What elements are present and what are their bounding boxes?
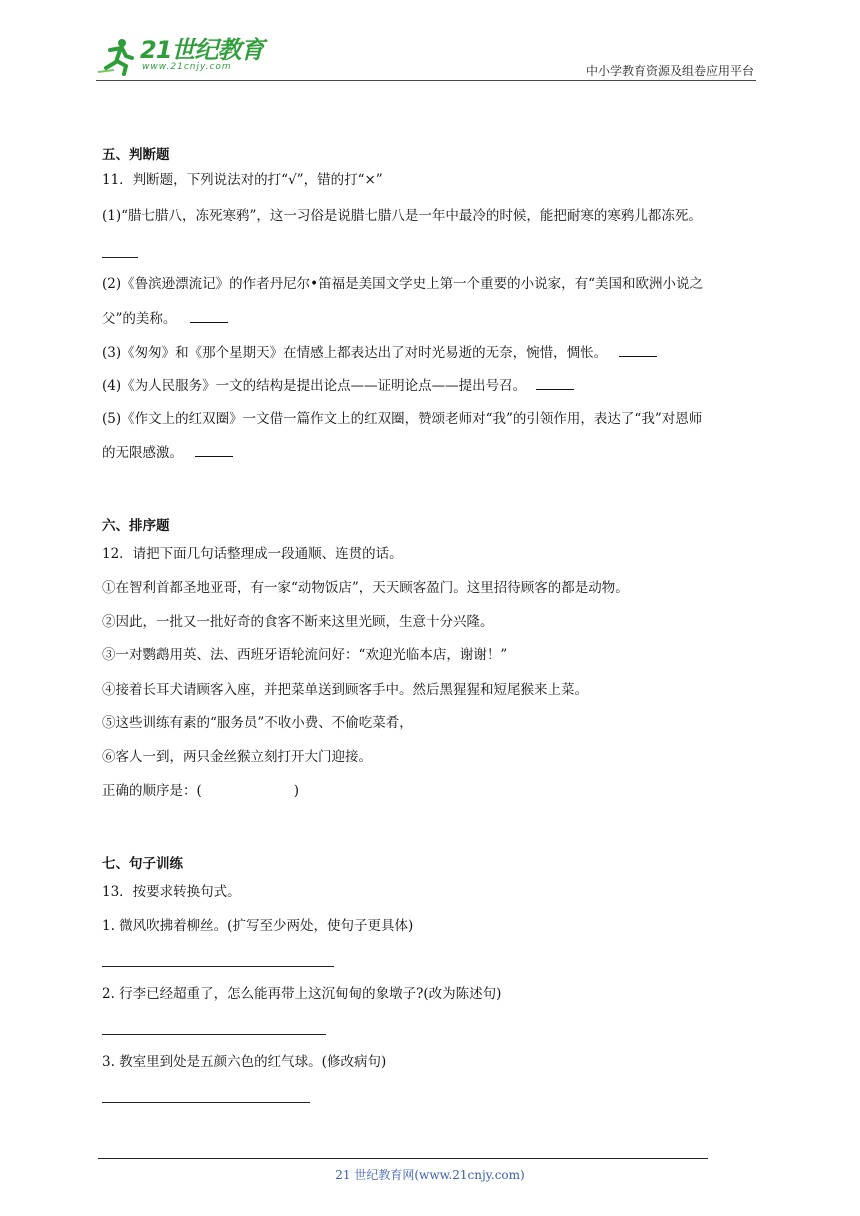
logo-url: www.21cnjy.com [142,62,232,72]
task-3-answer-line[interactable] [102,1102,310,1103]
judge-item-3 [102,342,657,363]
footer-link[interactable]: 21 世纪教育网(www.21cnjy.com) [335,1168,525,1182]
judge-item-5-blank[interactable] [195,442,233,457]
site-logo[interactable] [96,36,266,76]
task-1-answer-line[interactable] [102,966,334,967]
order-answer [102,781,299,801]
page-header [0,0,860,90]
judge-item-5-line-1: (5)《作文上的红双圈》一文借一篇作文上的红双圈，赞颂老师对“我”的引领作用，表达了“我”对恩师 [102,411,703,427]
judge-item-4-blank[interactable] [536,375,574,390]
judge-item-3-text: (3)《匆匆》和《那个星期天》在情感上都表达出了对时光易逝的无奈，惋惜，惆怅。 [102,345,608,361]
judge-item-4-text: (4)《为人民服务》一文的结构是提出论点——证明论点——提出号召。 [102,378,527,394]
order-answer-prefix: 正确的顺序是：( [102,783,202,799]
judge-item-1: (1)“腊七腊八，冻死寒鸦”，这一习俗是说腊七腊八是一年中最冷的时候，能把耐寒的寒鸦儿都冻死。 [102,208,702,224]
judge-item-2-line-2 [102,308,228,329]
section-5-title: 五、判断题 [102,147,170,163]
task-2-answer-line[interactable] [102,1034,326,1035]
judge-item-5-text: 的无限感激。 [102,445,183,461]
footer-divider [98,1158,708,1159]
header-divider [96,80,756,81]
section-7-title: 七、句子训练 [102,856,183,872]
judge-item-4 [102,375,574,396]
sentence-3: ③一对鹦鹉用英、法、西班牙语轮流问好：“欢迎光临本店，谢谢！” [102,647,508,663]
section-6-title: 六、排序题 [102,518,170,534]
judge-item-2-line-1: (2)《鲁滨逊漂流记》的作者丹尼尔•笛福是美国文学史上第一个重要的小说家，有“美国和欧洲小说之 [102,276,703,292]
judge-item-2-blank[interactable] [190,308,228,323]
judge-item-5-line-2 [102,442,233,463]
task-3: 3. 教室里到处是五颜六色的红气球。(修改病句) [102,1054,387,1070]
sentence-2: ②因此，一批又一批好奇的食客不断来这里光顾，生意十分兴隆。 [102,614,494,630]
sentence-1: ①在智利首都圣地亚哥，有一家“动物饭店”，天天顾客盈门。这里招待顾客的都是动物。 [102,580,629,596]
sentence-4: ④接着长耳犬请顾客入座，并把菜单送到顾客手中。然后黑猩猩和短尾猴来上菜。 [102,682,588,698]
runner-logo-icon [96,36,136,76]
task-2: 2. 行李已经超重了，怎么能再带上这沉甸甸的象墩子?(改为陈述句) [102,986,502,1002]
task-1: 1. 微风吹拂着柳丝。(扩写至少两处，使句子更具体) [102,918,414,934]
platform-title: 中小学教育资源及组卷应用平台 [585,64,754,78]
judge-item-3-blank[interactable] [619,342,657,357]
question-12: 12．请把下面几句话整理成一段通顺、连贯的话。 [102,546,403,562]
order-answer-suffix: ) [293,783,300,799]
sentence-5: ⑤这些训练有素的“服务员”不收小费、不偷吃菜肴， [102,715,413,731]
judge-item-2-text: 父”的美称。 [102,311,177,327]
question-13: 13．按要求转换句式。 [102,884,241,900]
judge-item-1-blank[interactable] [102,257,138,258]
question-11: 11．判断题，下列说法对的打“√”，错的打“×” [102,172,383,188]
logo-text: 21世纪教育 [140,36,264,64]
sentence-6: ⑥客人一到，两只金丝猴立刻打开大门迎接。 [102,749,372,765]
